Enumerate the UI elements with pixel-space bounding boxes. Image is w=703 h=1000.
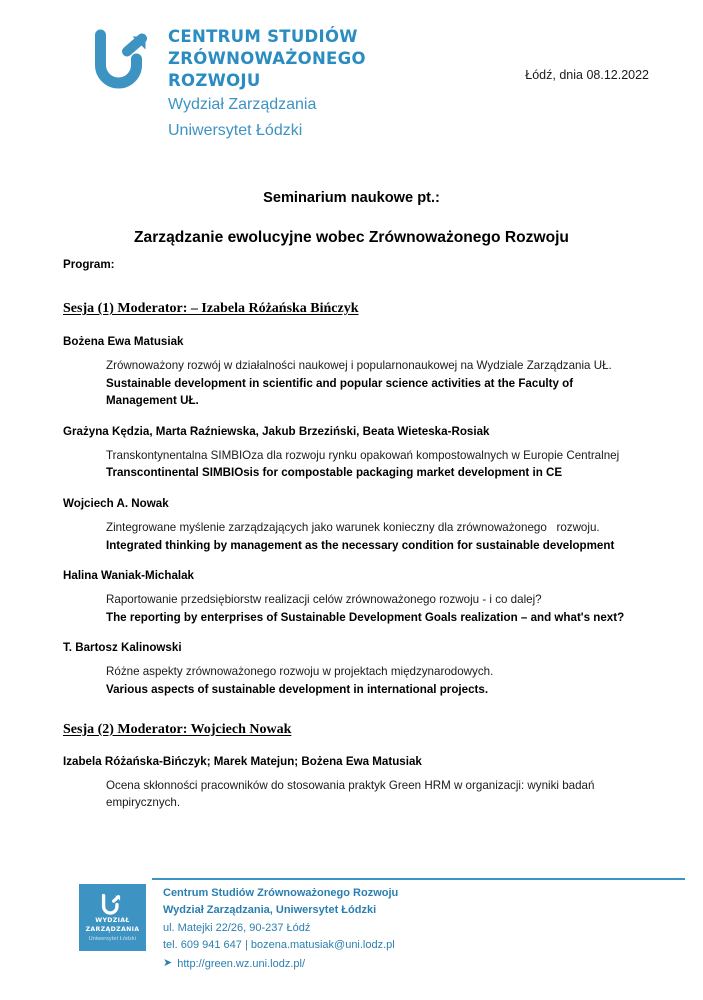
entry-title-pl: Raportowanie przedsiębiorstw realizacji celów zrównoważonego rozwoju - i co dalej? bbox=[106, 593, 542, 607]
footer-contact-info bbox=[163, 885, 398, 973]
session-heading-1: Sesja (1) Moderator: – Izabela Różańska Bińczyk bbox=[63, 301, 359, 316]
logo-title-line-3: ROZWOJU bbox=[168, 70, 261, 90]
program-entry bbox=[63, 425, 641, 482]
document-title-area bbox=[0, 190, 703, 247]
footer-contact[interactable]: tel. 609 941 647 | bozena.matusiak@uni.lodz.pl bbox=[163, 939, 395, 952]
entry-title-en: Sustainable development in scientific and popular science activities at the Faculty of Management UŁ. bbox=[106, 376, 577, 408]
faculty-logo-block bbox=[79, 884, 146, 951]
entry-lines bbox=[106, 663, 641, 698]
entry-title-pl: Zintegrowane myślenie zarządzających jako warunek konieczny dla zrównoważonego rozwoju. bbox=[106, 521, 600, 535]
entry-authors: Wojciech A. Nowak bbox=[63, 497, 169, 511]
entry-authors: Izabela Różańska-Bińczyk; Marek Matejun; Bożena Ewa Matusiak bbox=[63, 754, 422, 768]
document-header bbox=[0, 22, 703, 162]
entry-title-pl: Zrównoważony rozwój w działalności naukowej i popularnonaukowej na Wydziale Zarządzania UŁ. bbox=[106, 359, 612, 372]
footer-url[interactable]: http://green.wz.uni.lodz.pl/ bbox=[177, 957, 306, 970]
program-label: Program: bbox=[63, 258, 115, 271]
arrow-right-icon: ➤ bbox=[163, 956, 173, 969]
faculty-logo-line-3: Uniwersytet Łódzki bbox=[88, 936, 137, 943]
program-entry bbox=[63, 569, 641, 626]
seminar-kicker: Seminarium naukowe pt.: bbox=[263, 190, 440, 206]
program-entry bbox=[63, 497, 641, 554]
document-footer bbox=[0, 874, 703, 984]
entry-lines bbox=[106, 357, 641, 410]
u-arrow-logo-icon bbox=[101, 893, 124, 916]
entry-authors: Bożena Ewa Matusiak bbox=[63, 335, 184, 348]
entry-lines bbox=[106, 591, 641, 626]
entry-lines bbox=[106, 777, 641, 812]
entry-title-en: Transcontinental SIMBIOsis for compostable packaging market development in CE bbox=[106, 466, 563, 480]
entry-authors: Grażyna Kędzia, Marta Raźniewska, Jakub Brzeziński, Beata Wieteska-Rosiak bbox=[63, 424, 490, 438]
faculty-logo-line-2: ZARZĄDZANIA bbox=[85, 926, 140, 934]
entry-title-pl: Różne aspekty zrównoważonego rozwoju w projektach międzynarodowych. bbox=[106, 665, 494, 679]
logo-subtitle-line-1: Wydział Zarządzania bbox=[168, 96, 317, 114]
footer-address: ul. Matejki 22/26, 90-237 Łódź bbox=[163, 921, 311, 934]
organization-logo-text bbox=[168, 26, 366, 143]
u-arrow-logo-icon bbox=[94, 29, 156, 91]
organization-logo-block bbox=[94, 26, 366, 143]
program-entry bbox=[63, 335, 641, 410]
logo-title-line-1: CENTRUM STUDIÓW bbox=[168, 27, 358, 46]
entry-title-en: Various aspects of sustainable development in international projects. bbox=[106, 683, 489, 697]
entry-authors: Halina Waniak-Michalak bbox=[63, 569, 195, 583]
entry-lines bbox=[106, 447, 641, 482]
logo-title-line-2: ZRÓWNOWAŻONEGO bbox=[168, 48, 366, 68]
entry-authors: T. Bartosz Kalinowski bbox=[63, 641, 182, 655]
session-heading-2: Sesja (2) Moderator: Wojciech Nowak bbox=[63, 721, 292, 737]
faculty-logo-line-1: WYDZIAŁ bbox=[95, 917, 130, 924]
footer-org-line-2: Wydział Zarządzania, Uniwersytet Łódzki bbox=[163, 904, 377, 917]
program-body bbox=[63, 258, 641, 827]
page-title: Zarządzanie ewolucyjne wobec Zrównoważonego Rozwoju bbox=[134, 229, 569, 246]
footer-divider bbox=[152, 878, 685, 880]
program-entry bbox=[63, 641, 641, 698]
document-date: Łódź, dnia 08.12.2022 bbox=[525, 68, 649, 82]
footer-org-line-1: Centrum Studiów Zrównoważonego Rozwoju bbox=[163, 887, 399, 899]
footer-url-row[interactable] bbox=[163, 956, 398, 973]
entry-title-en: Integrated thinking by management as the necessary condition for sustainable development bbox=[106, 538, 615, 552]
entry-lines bbox=[106, 519, 641, 554]
entry-title-en: The reporting by enterprises of Sustainable Development Goals realization – and what's next? bbox=[106, 610, 625, 624]
program-entry bbox=[63, 755, 641, 812]
logo-subtitle-line-2: Uniwersytet Łódzki bbox=[168, 122, 303, 140]
entry-title-pl: Transkontynentalna SIMBIOza dla rozwoju rynku opakowań kompostowalnych w Europie Centralnej bbox=[106, 448, 620, 462]
entry-title-pl: Ocena skłonności pracowników do stosowania praktyk Green HRM w organizacji: wyniki badań empirycznych. bbox=[106, 778, 598, 810]
